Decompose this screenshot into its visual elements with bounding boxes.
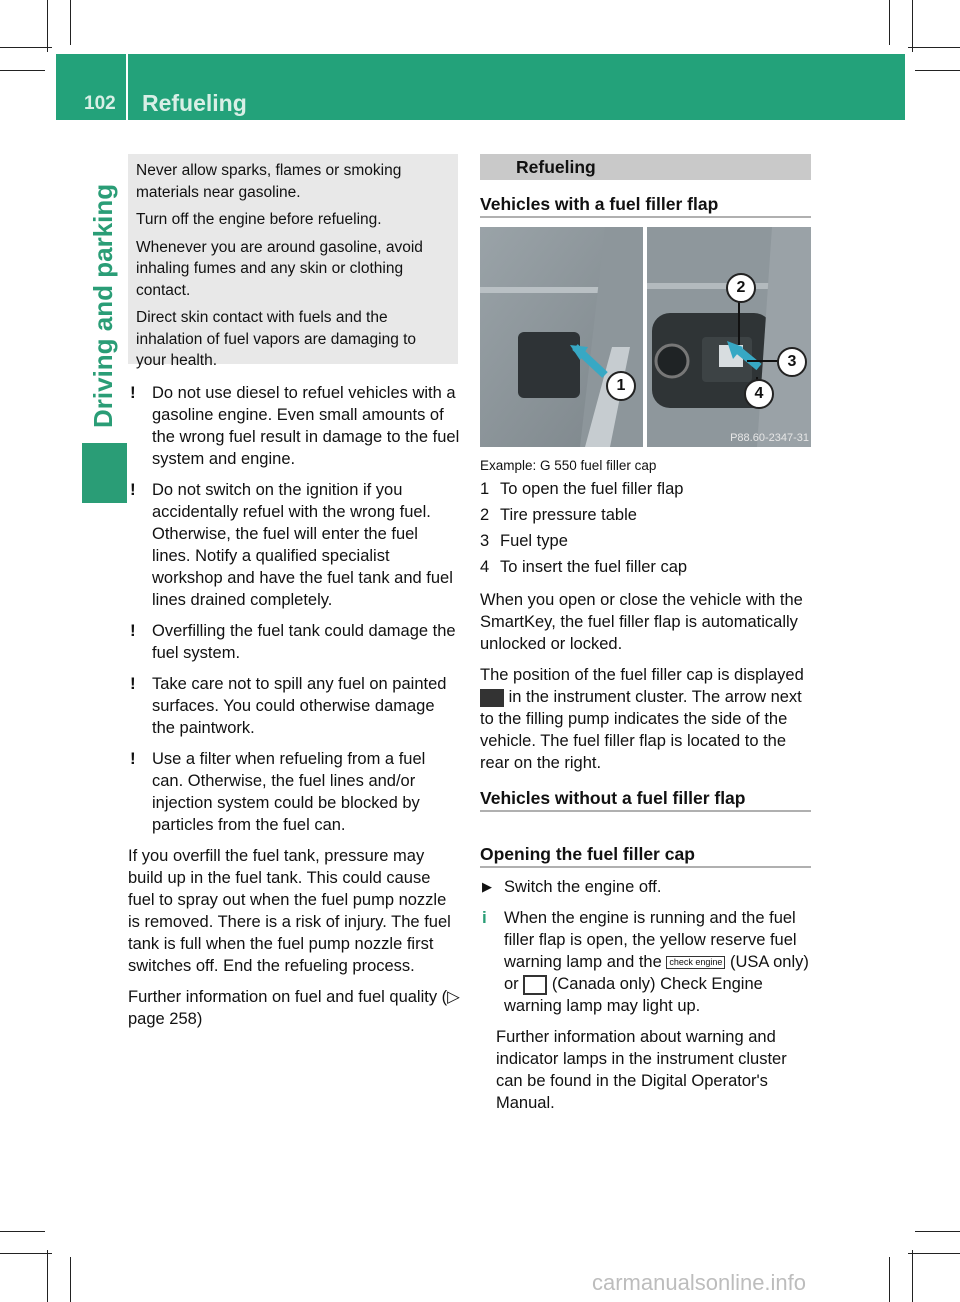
- notice-item: ! Take care not to spill any fuel on painted surfaces. You could otherwise damage the paintwork.: [130, 674, 447, 737]
- section-heading-bar: [480, 154, 811, 180]
- body-paragraph: When you open or close the vehicle with the SmartKey, the fuel filler flap is automatically unlocked or locked.: [480, 591, 803, 653]
- side-tab-block: [82, 443, 127, 503]
- page-number: 102: [84, 93, 116, 114]
- crop-mark: [908, 1253, 960, 1254]
- warning-icon: !: [130, 749, 136, 768]
- check-engine-icon: check engine: [666, 956, 725, 969]
- info-continuation: Further information about warning and indicator lamps in the instrument cluster can be found in the Digital Operator's Manual.: [496, 1028, 787, 1112]
- watermark: carmanualsonline.info: [592, 1270, 807, 1295]
- crop-mark: [0, 70, 45, 71]
- callout-1: 1: [606, 371, 636, 401]
- side-tab-label: Driving and parking: [88, 183, 118, 428]
- body-paragraph: If you overfill the fuel tank, pressure may build up in the fuel tank. This could cause fuel to spray out when the fuel pump nozzle is removed. There is a risk of injury. The fuel tank is full when the fuel pump nozzle first switches off. End the refueling process.: [128, 847, 451, 975]
- right-body: [480, 589, 813, 783]
- subheading-opening-cap: Opening the fuel filler cap: [480, 844, 695, 864]
- warning-icon: !: [130, 383, 136, 402]
- opening-steps: [480, 876, 813, 1114]
- fuel-flap-closed-photo: [480, 227, 643, 447]
- subheading-with-flap: Vehicles with a fuel filler flap: [480, 194, 719, 214]
- crop-mark: [0, 47, 52, 48]
- warning-icon: !: [130, 621, 136, 640]
- crop-mark: [889, 0, 890, 45]
- warning-line: Whenever you are around gasoline, avoid inhaling fumes and any skin or clothing contact.: [136, 238, 423, 299]
- crop-mark: [47, 0, 48, 52]
- crop-mark: [47, 1250, 48, 1302]
- heading-rule: [480, 810, 811, 812]
- legend-item: 2 Tire pressure table: [480, 506, 637, 524]
- crop-mark: [0, 1253, 52, 1254]
- car-body-illustration: [480, 227, 643, 447]
- callout-3: 3: [777, 347, 807, 377]
- warning-box: [128, 154, 458, 369]
- callout-2: 2: [726, 273, 756, 303]
- fuel-pump-icon: [480, 689, 504, 707]
- crop-mark: [915, 70, 960, 71]
- heading-rule: [480, 866, 811, 868]
- warning-line: Turn off the engine before refueling.: [136, 211, 382, 228]
- callout-4: 4: [744, 379, 774, 409]
- legend-item: 3 Fuel type: [480, 532, 568, 550]
- arrow-right-icon: ▶: [482, 879, 492, 894]
- crop-mark: [908, 47, 960, 48]
- crop-mark: [0, 1231, 45, 1232]
- page-title: Refueling: [142, 90, 247, 116]
- crop-mark: [70, 0, 71, 45]
- subheading-without-flap: Vehicles without a fuel filler flap: [480, 788, 746, 808]
- crop-mark: [70, 1257, 71, 1302]
- warning-line: Direct skin contact with fuels and the inhalation of fuel vapors are damaging to your health.: [136, 309, 417, 369]
- info-item: i When the engine is running and the fuel filler flap is open, the yellow reserve fuel warning lamp and the check engine (USA only) or (Canada only) Check Engine warning lamp may light up.: [482, 908, 809, 1015]
- heading-rule: [480, 216, 811, 218]
- notice-item: ! Do not use diesel to refuel vehicles with a gasoline engine. Even small amounts of the wrong fuel result in damage to the fuel system and engine.: [130, 383, 460, 468]
- notice-item: ! Overfilling the fuel tank could damage the fuel system.: [130, 621, 456, 662]
- engine-icon: [523, 975, 547, 995]
- page-reference-paragraph[interactable]: Further information on fuel and fuel quality (▷ page 258): [128, 988, 460, 1028]
- open-flap-illustration: [647, 227, 811, 447]
- figure-caption: Example: G 550 fuel filler cap: [480, 458, 657, 473]
- warning-icon: !: [130, 674, 136, 693]
- legend-item: 4 To insert the fuel filler cap: [480, 558, 688, 576]
- info-icon: i: [482, 908, 487, 927]
- image-code: P88.60-2347-31: [730, 432, 809, 444]
- notice-item: ! Use a filter when refueling from a fuel can. Otherwise, the fuel lines and/or injection system could be blocked by particles from the fuel can.: [130, 749, 426, 834]
- warning-line: Never allow sparks, flames or smoking materials near gasoline.: [136, 162, 402, 201]
- crop-mark: [912, 1250, 913, 1302]
- notice-item: ! Do not switch on the ignition if you accidentally refuel with the wrong fuel. Otherwise, the fuel will enter the fuel lines. Notify a qualified specialist workshop and have the fuel tank and fuel lines drained completely.: [130, 480, 453, 609]
- left-column: [128, 382, 460, 1039]
- warning-icon: !: [130, 480, 136, 499]
- step-item: ▶ Switch the engine off.: [482, 878, 662, 896]
- crop-mark: [912, 0, 913, 52]
- body-paragraph: The position of the fuel filler cap is displayed in the instrument cluster. The arrow next to the filling pump indicates the side of the vehicle. The fuel filler flap is located to the rear on the right.: [480, 666, 804, 772]
- fuel-flap-open-photo: [647, 227, 811, 447]
- crop-mark: [889, 1257, 890, 1302]
- crop-mark: [915, 1231, 960, 1232]
- legend-item: 1 To open the fuel filler flap: [480, 480, 684, 498]
- section-title: Refueling: [516, 157, 596, 177]
